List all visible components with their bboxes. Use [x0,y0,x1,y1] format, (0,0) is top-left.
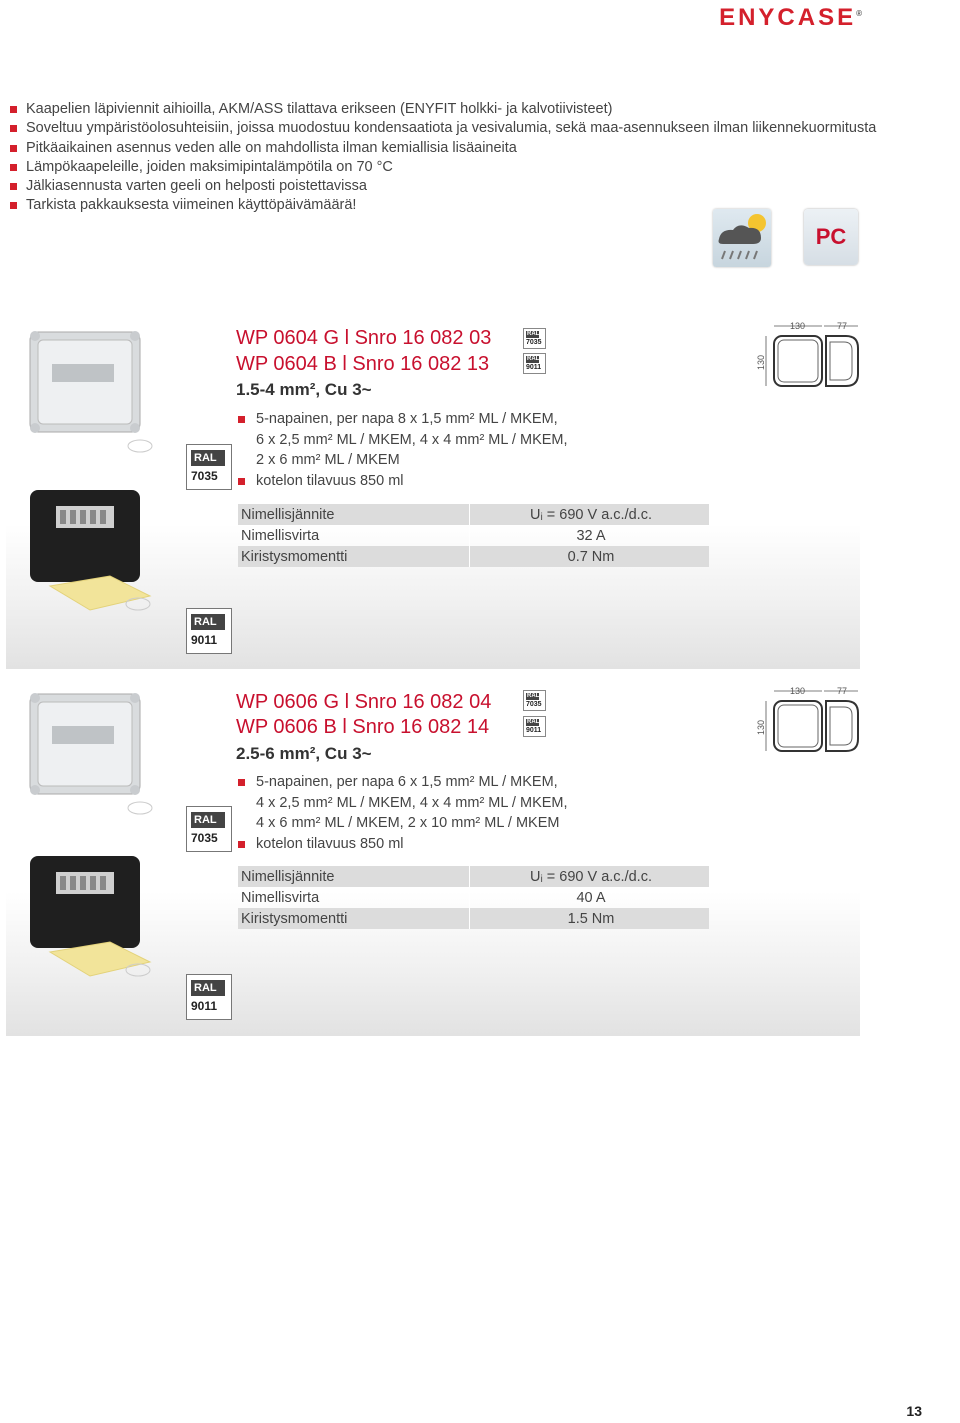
product-image-black [20,486,165,621]
intro-bullet: Jälkiasennusta varten geeli on helposti poistettavissa [8,177,876,196]
table-value: 0.7 Nm [470,546,710,567]
dim-depth: 77 [837,321,848,331]
intro-bullet: Kaapelien läpiviennit aihioilla, AKM/ASS tilattava erikseen (ENYFIT holkki- ja kalvotiivisteet) [8,100,876,119]
rating-table [238,866,709,929]
ral-7035-badge: RAL 7035 [186,806,232,852]
table-row [238,908,709,929]
product-title-grey: WP 0604 G l Snro 16 082 03 [236,327,492,349]
weather-sun-rain-icon [713,209,771,267]
rating-table [238,504,709,567]
mini-ral-9011-badge: RAL 9011 [523,353,546,374]
table-label: Nimellisvirta [241,889,320,906]
cross-section: 1.5-4 mm², Cu 3~ [236,380,372,399]
ral-9011-badge: RAL 9011 [186,974,232,1020]
dimension-drawing [752,683,862,755]
spec-line: kotelon tilavuus 850 ml [236,834,568,855]
dim-height: 130 [756,719,766,735]
table-row [238,866,709,887]
cross-section: 2.5-6 mm², Cu 3~ [236,744,372,763]
dim-width: 130 [790,686,806,696]
intro-bullet: Lämpökaapeleille, joiden maksimipintalämpötila on 70 °C [8,158,876,177]
enycase-logo: ENYCASE® [719,4,862,31]
spec-list [236,409,568,491]
dim-height: 130 [756,354,766,370]
dim-depth: 77 [837,686,848,696]
table-label: Nimellisvirta [241,527,320,544]
mini-ral-9011-badge: RAL 9011 [523,716,546,737]
intro-bullet: Soveltuu ympäristöolosuhteisiin, joissa muodostuu kondensaatiota ja vesivalumia, sekä maa-asennukseen ilman liikennekuormitusta [8,119,876,138]
spec-line: 6 x 2,5 mm² ML / MKEM, 4 x 4 mm² ML / MKEM, [256,431,568,448]
spec-line: 4 x 6 mm² ML / MKEM, 2 x 10 mm² ML / MKEM [256,815,560,831]
intro-bullet-list [8,100,876,216]
table-value: 32 A [470,525,710,546]
spec-line: kotelon tilavuus 850 ml [236,471,568,492]
dim-width: 130 [790,321,806,331]
table-label: Kiristysmomentti [238,908,470,929]
product-title-black: WP 0604 B l Snro 16 082 13 [236,353,490,375]
table-value: Uᵢ = 690 V a.c./d.c. [470,866,710,887]
page-number: 13 [906,1403,922,1419]
table-row [238,504,709,525]
intro-bullet: Tarkista pakkauksesta viimeinen käyttöpäivämäärä! [8,196,876,215]
table-row [238,887,709,908]
spec-line: 4 x 2,5 mm² ML / MKEM, 4 x 4 mm² ML / MKEM, [256,794,568,811]
product-image-grey [20,324,165,459]
mini-ral-7035-badge: RAL 7035 [523,690,546,711]
ral-9011-badge: RAL 9011 [186,608,232,654]
material-pc-badge: PC [804,209,858,265]
mini-ral-7035-badge: RAL 7035 [523,328,546,349]
ral-7035-badge: RAL 7035 [186,444,232,490]
spec-list [236,772,568,854]
table-value: 1.5 Nm [470,908,710,929]
product-title-black: WP 0606 B l Snro 16 082 14 [236,716,490,738]
spec-line: 5-napainen, per napa 6 x 1,5 mm² ML / MKEM, [236,772,568,793]
table-row [238,546,709,567]
spec-line: 2 x 6 mm² ML / MKEM [256,452,400,468]
intro-bullet: Pitkäaikainen asennus veden alle on mahdollista ilman kemiallisia lisäaineita [8,139,876,158]
table-label: Nimellisjännite [238,866,470,887]
product-image-black [20,852,165,987]
table-value: Uᵢ = 690 V a.c./d.c. [470,504,710,525]
table-label: Nimellisjännite [238,504,470,525]
dimension-drawing [752,318,862,390]
product-title-grey: WP 0606 G l Snro 16 082 04 [236,691,492,713]
product-image-grey [20,686,165,821]
spec-line: 5-napainen, per napa 8 x 1,5 mm² ML / MKEM, [236,409,568,430]
table-value: 40 A [470,887,710,908]
table-row [238,525,709,546]
table-label: Kiristysmomentti [238,546,470,567]
